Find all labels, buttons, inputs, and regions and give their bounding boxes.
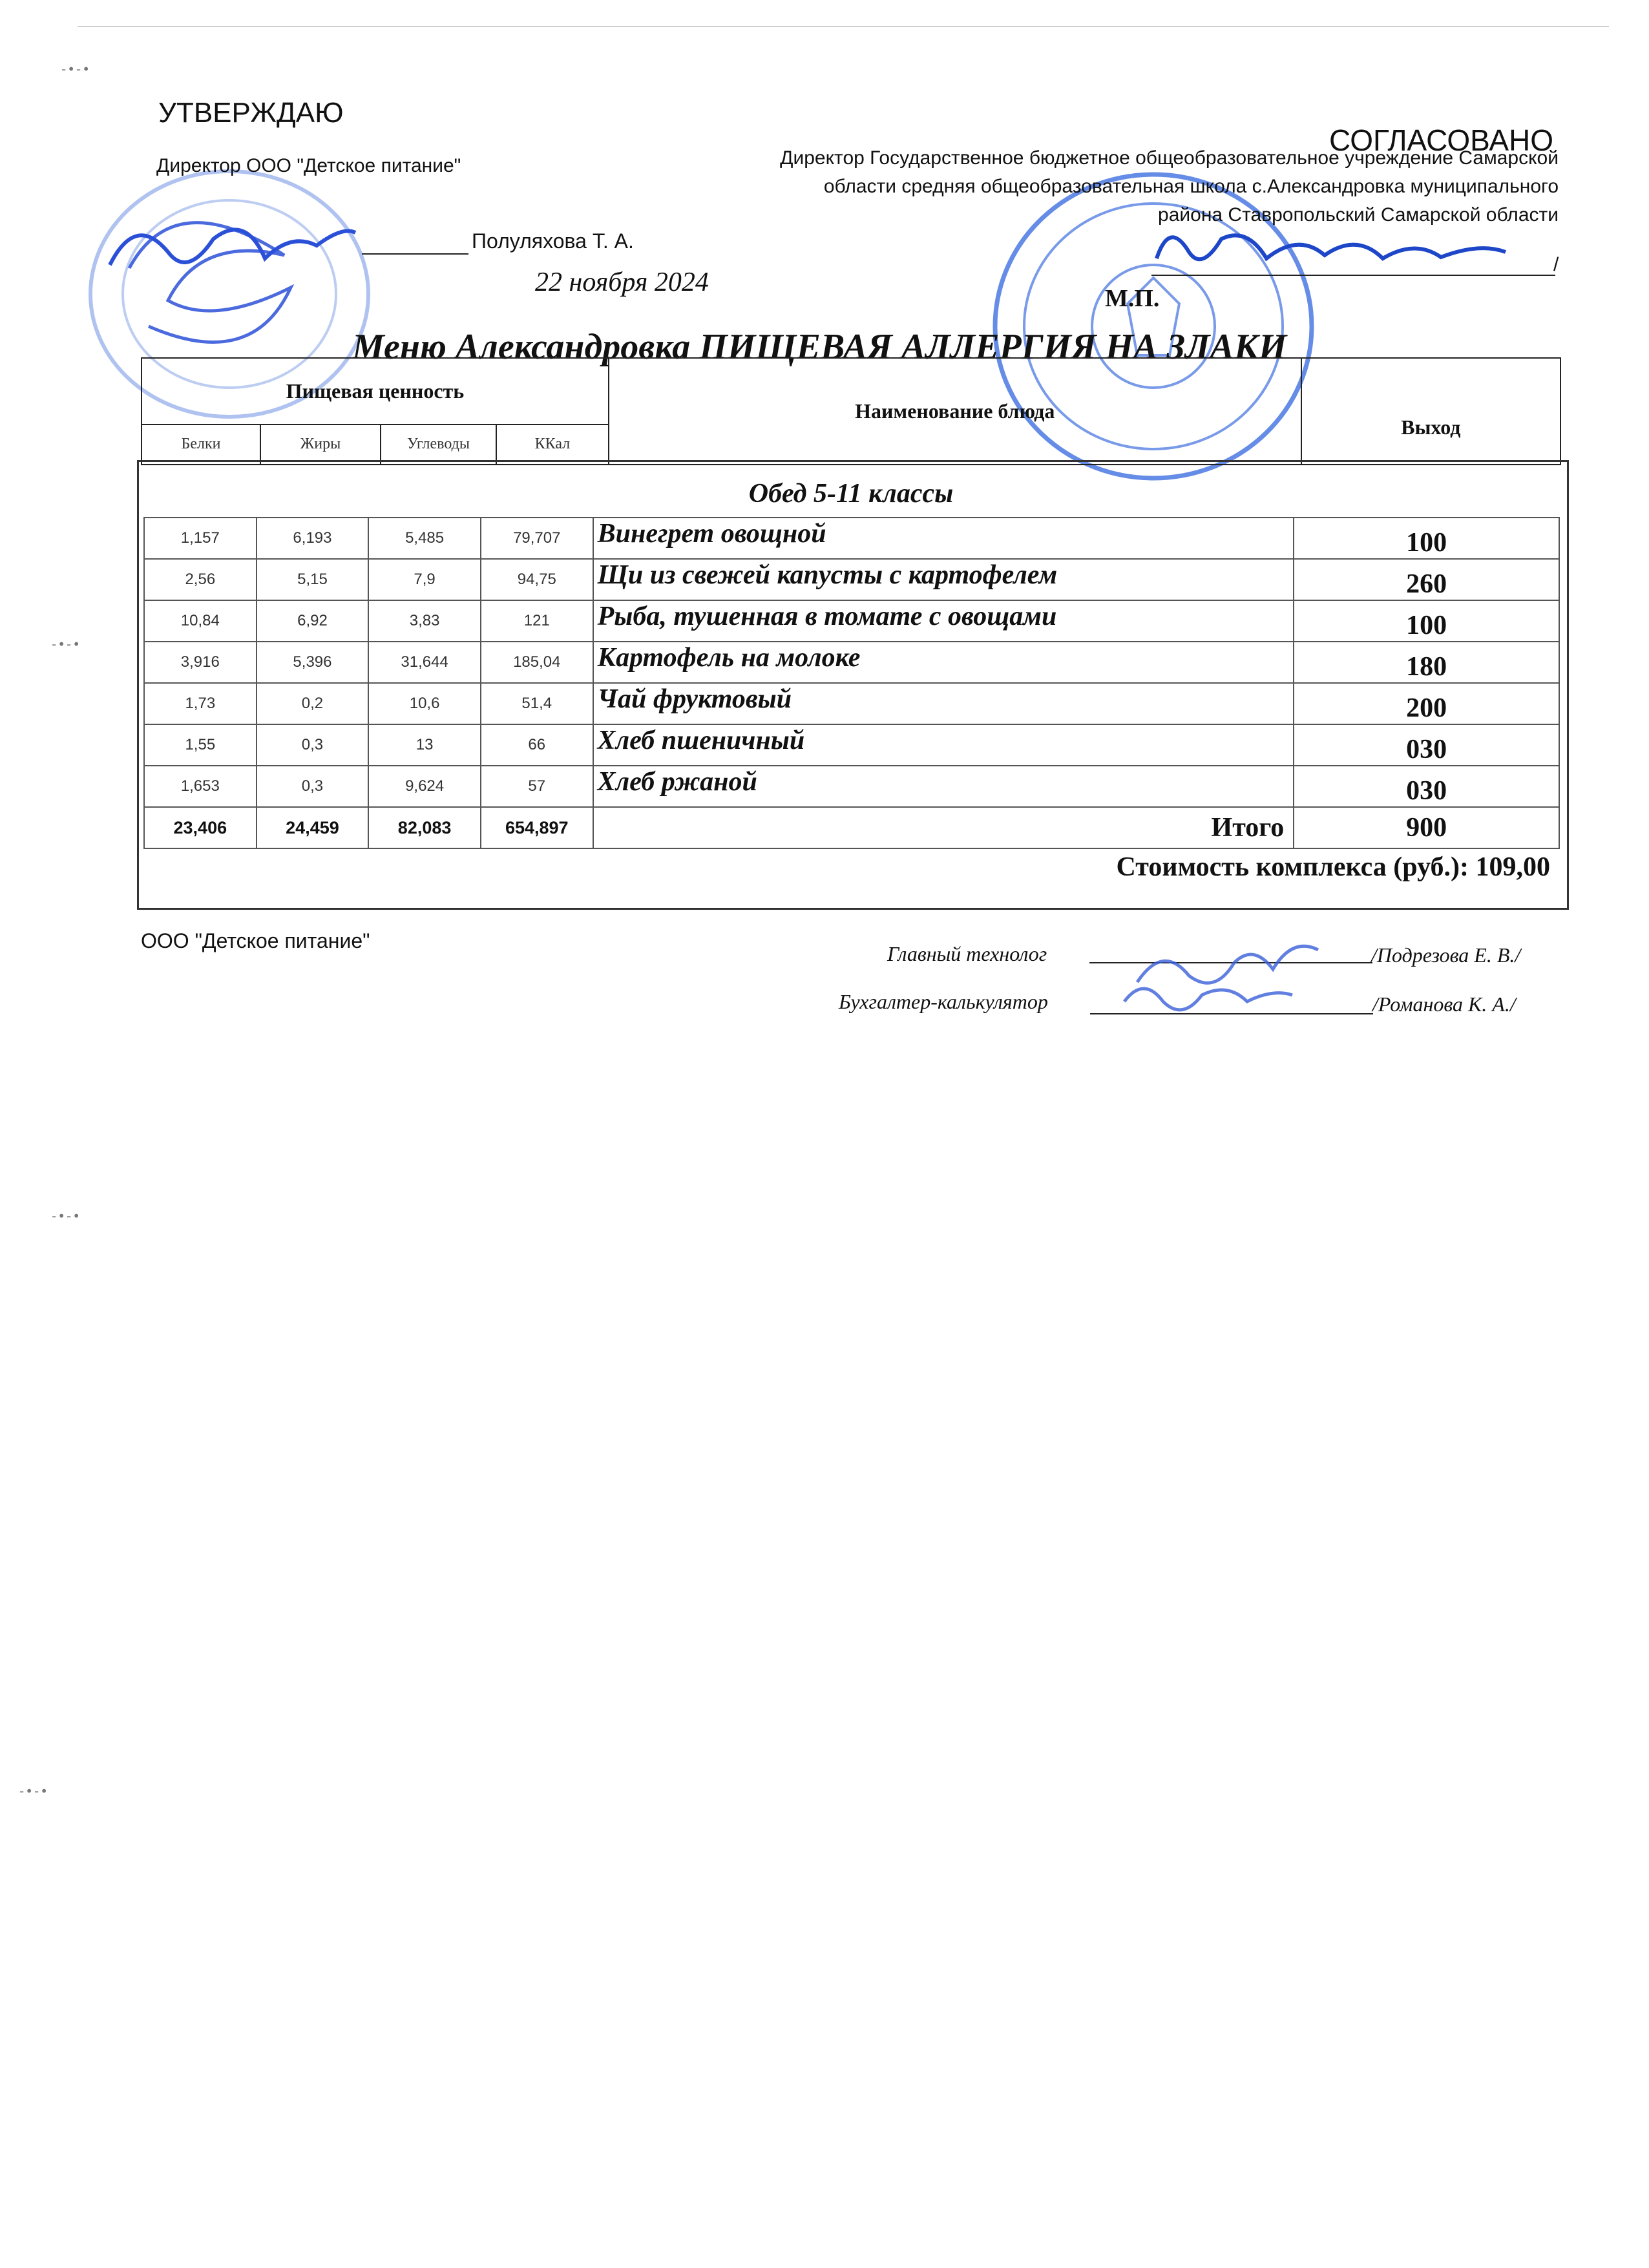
output-cell: 100	[1294, 518, 1559, 559]
menu-title: Меню Александровка ПИЩЕВАЯ АЛЛЕРГИЯ НА ЗЛАКИ	[352, 327, 1287, 367]
cost-row	[144, 848, 1559, 885]
belki-cell: 2,56	[144, 559, 257, 600]
total-kkal-cell: 654,897	[481, 807, 593, 848]
approve-signature	[97, 200, 368, 304]
table-row	[144, 724, 1559, 766]
col-header-kkal: ККал	[496, 425, 609, 465]
approve-role: Директор ООО "Детское питание"	[156, 155, 461, 176]
seal-place-label: М.П.	[1105, 285, 1160, 312]
dish-name-cell: Щи из свежей капусты с картофелем	[593, 559, 1294, 600]
punch-mark: -•-•	[61, 61, 92, 77]
dish-name-cell: Чай фруктовый	[593, 683, 1294, 724]
agreed-org-line: области средняя общеобразовательная школа с.Александровка муниципального	[823, 176, 1559, 197]
zhiry-cell: 5,396	[257, 642, 369, 683]
kkal-cell: 51,4	[481, 683, 593, 724]
table-row	[144, 600, 1559, 642]
col-header-zhiry: Жиры	[260, 425, 381, 465]
belki-cell: 1,157	[144, 518, 257, 559]
output-cell: 180	[1294, 642, 1559, 683]
uglevody-cell: 13	[368, 724, 481, 766]
section-title: Обед 5-11 классы	[748, 479, 954, 509]
approve-name: Полуляхова Т. А.	[472, 229, 634, 253]
output-cell: 030	[1294, 724, 1559, 766]
output-cell: 100	[1294, 600, 1559, 642]
zhiry-cell: 6,193	[257, 518, 369, 559]
zhiry-cell: 5,15	[257, 559, 369, 600]
zhiry-cell: 0,3	[257, 724, 369, 766]
total-zhiry-cell: 24,459	[257, 807, 369, 848]
uglevody-cell: 7,9	[368, 559, 481, 600]
agreed-slash: /	[1553, 254, 1559, 275]
menu-table	[143, 517, 1560, 885]
output-cell: 030	[1294, 766, 1559, 807]
total-uglevody-cell: 82,083	[368, 807, 481, 848]
output-cell: 260	[1294, 559, 1559, 600]
accountant-name: /Романова К. А./	[1372, 992, 1516, 1016]
table-row	[144, 559, 1559, 600]
agreed-title: СОГЛАСОВАНО	[1329, 123, 1553, 157]
accountant-signature	[1111, 969, 1305, 1027]
table-row	[144, 683, 1559, 724]
punch-mark: -•-•	[52, 636, 82, 652]
belki-cell: 1,55	[144, 724, 257, 766]
kkal-cell: 185,04	[481, 642, 593, 683]
dish-name-cell: Рыба, тушенная в томате с овощами	[593, 600, 1294, 642]
table-row	[144, 766, 1559, 807]
dish-name-cell: Винегрет овощной	[593, 518, 1294, 559]
chief-technologist-name: /Подрезова Е. В./	[1371, 943, 1521, 967]
belki-cell: 10,84	[144, 600, 257, 642]
zhiry-cell: 0,3	[257, 766, 369, 807]
output-header: Выход	[1301, 358, 1560, 465]
col-header-belki: Белки	[142, 425, 260, 465]
punch-mark: -•-•	[19, 1783, 50, 1799]
footer-organization: ООО "Детское питание"	[141, 929, 370, 952]
dish-header: Наименование блюда	[609, 358, 1301, 465]
approve-date: 22 ноября 2024	[535, 268, 709, 297]
belki-cell: 3,916	[144, 642, 257, 683]
kkal-cell: 57	[481, 766, 593, 807]
belki-cell: 1,653	[144, 766, 257, 807]
dish-name-cell: Хлеб ржаной	[593, 766, 1294, 807]
agreed-signature-line	[1151, 275, 1555, 276]
approve-signature-line	[362, 253, 468, 255]
kkal-cell: 121	[481, 600, 593, 642]
zhiry-cell: 0,2	[257, 683, 369, 724]
table-row	[144, 518, 1559, 559]
uglevody-cell: 5,485	[368, 518, 481, 559]
kkal-cell: 79,707	[481, 518, 593, 559]
kkal-cell: 66	[481, 724, 593, 766]
complex-cost: Стоимость комплекса (руб.): 109,00	[144, 848, 1559, 885]
total-output-cell: 900	[1294, 807, 1559, 848]
dish-name-cell: Хлеб пшеничный	[593, 724, 1294, 766]
top-rule	[78, 26, 1609, 27]
table-header	[141, 357, 1561, 465]
accountant-role: Бухгалтер-калькулятор	[839, 990, 1048, 1013]
output-cell: 200	[1294, 683, 1559, 724]
belki-cell: 1,73	[144, 683, 257, 724]
agreed-org-line: района Ставропольский Самарской области	[1158, 204, 1559, 226]
uglevody-cell: 31,644	[368, 642, 481, 683]
total-label-cell: Итого	[593, 807, 1294, 848]
dish-name-cell: Картофель на молоке	[593, 642, 1294, 683]
total-belki-cell: 23,406	[144, 807, 257, 848]
col-header-uglevody: Углеводы	[381, 425, 496, 465]
table-row	[144, 642, 1559, 683]
nutrition-header: Пищевая ценность	[142, 358, 609, 425]
agreed-org-line: Директор Государственное бюджетное общеобразовательное учреждение Самарской	[780, 147, 1559, 169]
chief-technologist-role: Главный технолог	[887, 942, 1047, 965]
total-row	[144, 807, 1559, 848]
uglevody-cell: 3,83	[368, 600, 481, 642]
approve-title: УТВЕРЖДАЮ	[158, 97, 344, 129]
zhiry-cell: 6,92	[257, 600, 369, 642]
kkal-cell: 94,75	[481, 559, 593, 600]
uglevody-cell: 9,624	[368, 766, 481, 807]
punch-mark: -•-•	[52, 1208, 82, 1224]
uglevody-cell: 10,6	[368, 683, 481, 724]
